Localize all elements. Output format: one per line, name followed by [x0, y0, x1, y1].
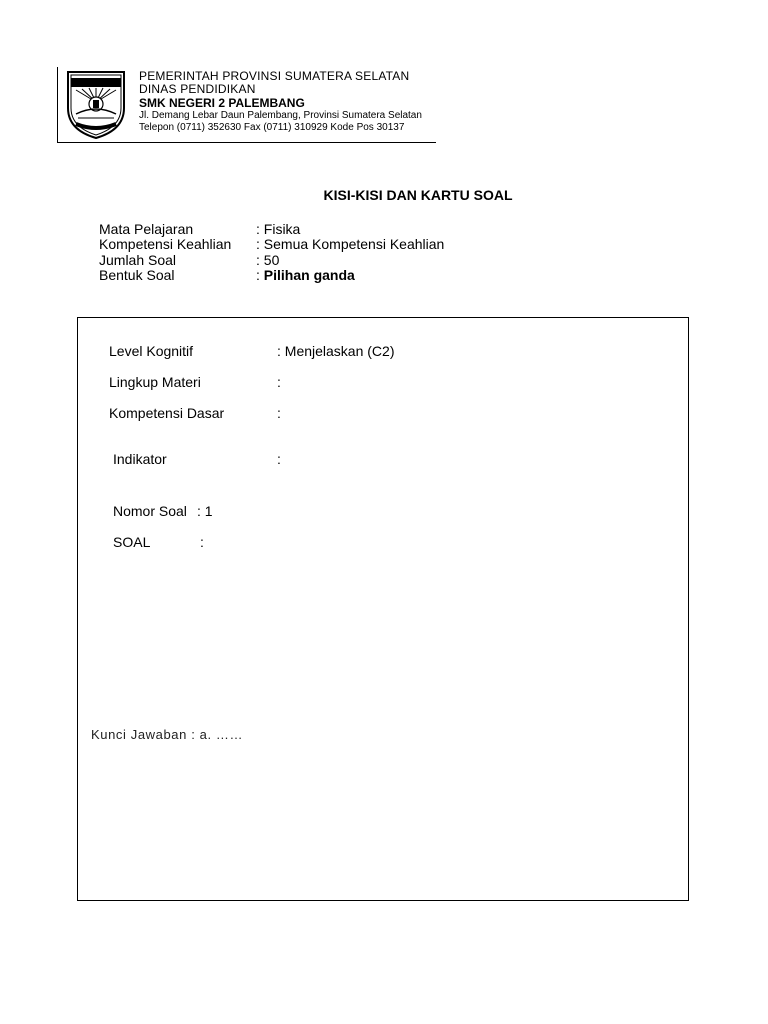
info-label-expertise: Kompetensi Keahlian	[99, 236, 232, 252]
letterhead-government: PEMERINTAH PROVINSI SUMATERA SELATAN	[139, 69, 410, 83]
info-value-expertise: : Semua Kompetensi Keahlian	[256, 236, 445, 252]
info-label-question-count: Jumlah Soal	[99, 252, 177, 268]
document-title: KISI-KISI DAN KARTU SOAL	[323, 187, 513, 203]
basic-competency-value: :	[277, 405, 281, 421]
info-label-subject: Mata Pelajaran	[99, 221, 194, 237]
material-scope-label: Lingkup Materi	[109, 374, 201, 390]
province-emblem-logo	[62, 68, 130, 140]
question-value: :	[200, 534, 204, 550]
cognitive-level-value: : Menjelaskan (C2)	[277, 343, 395, 359]
info-value-subject: : Fisika	[256, 221, 301, 237]
answer-key-label: Kunci Jawaban	[91, 727, 187, 742]
answer-key-value: : a. ……	[191, 727, 244, 742]
indicator-value: :	[277, 451, 281, 467]
info-value-question-count: : 50	[256, 252, 280, 268]
info-label-question-type: Bentuk Soal	[99, 267, 175, 283]
question-number-label: Nomor Soal	[113, 503, 187, 519]
answer-key	[91, 727, 243, 742]
cognitive-level-label: Level Kognitif	[109, 343, 194, 359]
letterhead-address: Jl. Demang Lebar Daun Palembang, Provinsi Sumatera Selatan	[139, 110, 422, 121]
material-scope-value: :	[277, 374, 281, 390]
question-number-value: : 1	[197, 503, 213, 519]
basic-competency-label: Kompetensi Dasar	[109, 405, 225, 421]
letterhead-contact: Telepon (0711) 352630 Fax (0711) 310929 Kode Pos 30137	[139, 122, 405, 133]
indicator-label: Indikator	[113, 451, 167, 467]
letterhead-school-name: SMK NEGERI 2 PALEMBANG	[139, 96, 305, 110]
info-value-question-type-text: Pilihan ganda	[263, 267, 355, 283]
info-value-question-type	[256, 267, 355, 283]
letterhead-department: DINAS PENDIDIKAN	[139, 82, 256, 96]
info-value-question-type-prefix: :	[256, 267, 264, 283]
question-label: SOAL	[113, 534, 151, 550]
